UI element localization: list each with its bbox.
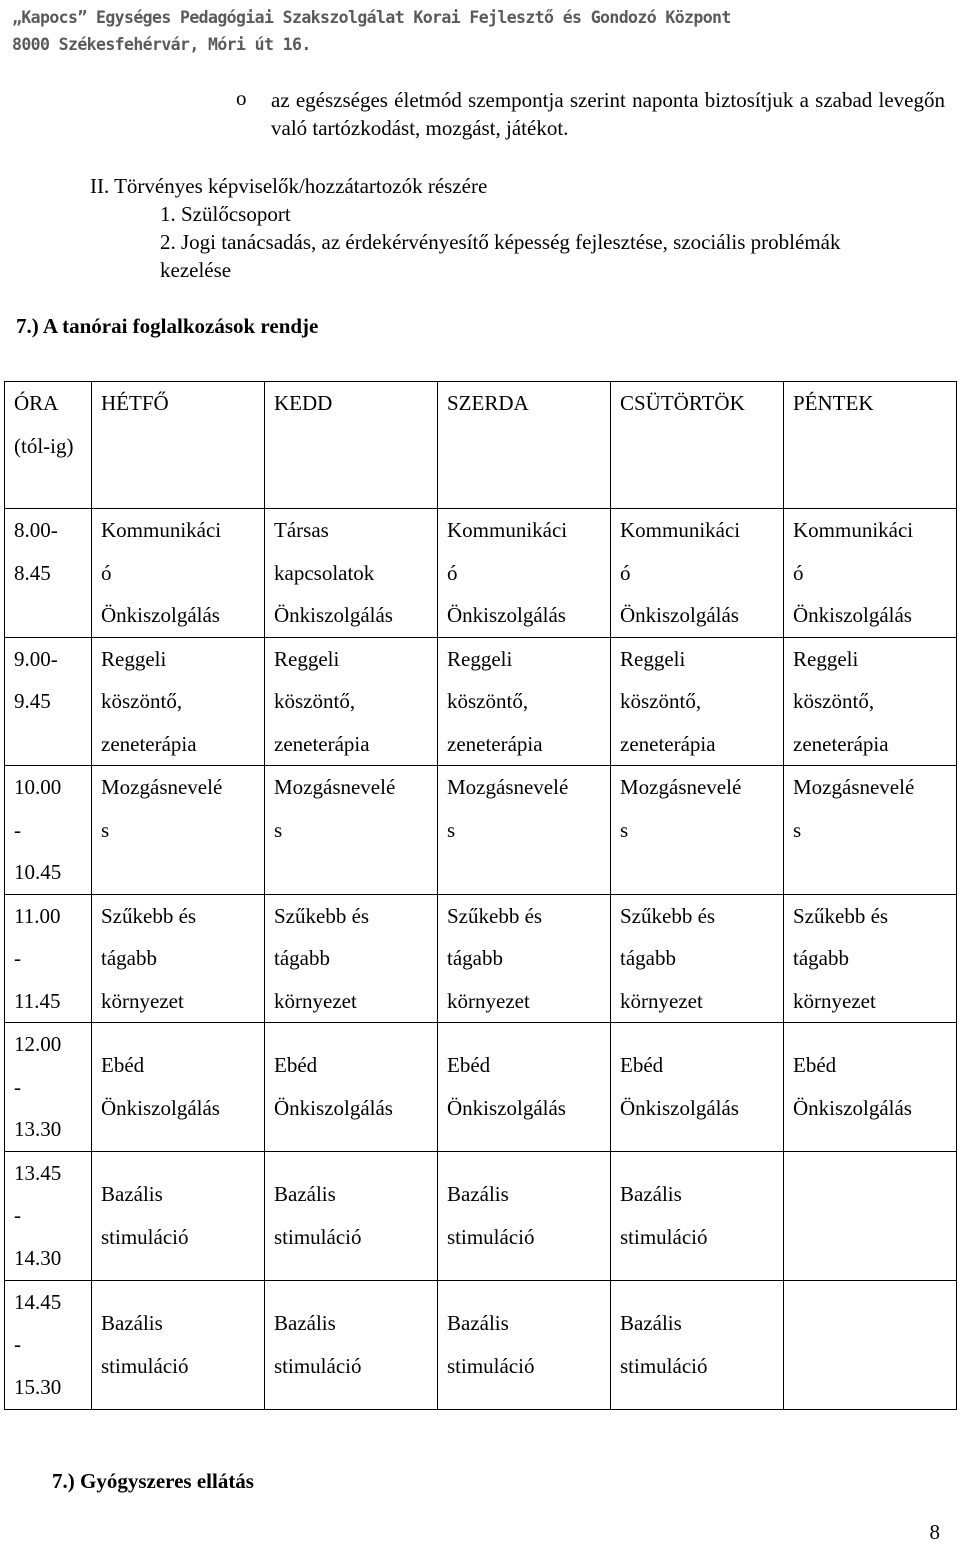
activity-cell: Ebéd Önkiszolgálás [784,1023,957,1152]
column-header-wednesday: SZERDA [438,382,611,509]
activity-cell: Reggeli köszöntő, zeneterápia [438,637,611,766]
activity-cell: Szűkebb és tágabb környezet [265,894,438,1023]
activity-cell: Mozgásnevelé s [784,766,957,895]
activity-cell: Ebéd Önkiszolgálás [611,1023,784,1152]
column-header-time: ÓRA (tól-ig) [5,382,92,509]
schedule-row [5,1023,957,1152]
activity-cell: Bazális stimuláció [611,1151,784,1280]
column-header-tuesday: KEDD [265,382,438,509]
medication-heading: 7.) Gyógyszeres ellátás [52,1469,254,1493]
letterhead [12,4,731,58]
time-slot-cell: 11.00 - 11.45 [5,894,92,1023]
activity-cell: Mozgásnevelé s [92,766,265,895]
activity-cell: Társas kapcsolatok Önkiszolgálás [265,509,438,638]
time-slot-cell: 10.00 - 10.45 [5,766,92,895]
schedule-row [5,1280,957,1409]
schedule-table [4,381,957,1410]
schedule-row [5,1151,957,1280]
time-slot-cell: 8.00- 8.45 [5,509,92,638]
activity-cell: Szűkebb és tágabb környezet [438,894,611,1023]
activity-cell: Ebéd Önkiszolgálás [265,1023,438,1152]
activity-cell: Mozgásnevelé s [265,766,438,895]
column-header-monday: HÉTFŐ [92,382,265,509]
schedule-header-row [5,382,957,509]
activity-cell: Bazális stimuláció [611,1280,784,1409]
intro-paragraph: az egészséges életmód szempontja szerint naponta biztosítjuk a szabad levegőn való tartózkodást, mozgást, játékot. [271,88,945,140]
activity-cell: Mozgásnevelé s [438,766,611,895]
schedule-row [5,509,957,638]
activity-cell: Bazális stimuláció [92,1151,265,1280]
activity-cell: Kommunikáci ó Önkiszolgálás [438,509,611,638]
activity-cell: Reggeli köszöntő, zeneterápia [611,637,784,766]
schedule-row [5,637,957,766]
letterhead-line-1: „Kapocs” Egységes Pedagógiai Szakszolgálat Korai Fejlesztő és Gondozó Központ [12,8,731,27]
time-slot-cell: 14.45 - 15.30 [5,1280,92,1409]
activity-cell: Reggeli köszöntő, zeneterápia [784,637,957,766]
activity-cell: Szűkebb és tágabb környezet [611,894,784,1023]
activity-cell: Bazális stimuláció [265,1280,438,1409]
letterhead-line-2: 8000 Székesfehérvár, Móri út 16. [12,35,311,54]
activity-cell: Bazális stimuláció [438,1280,611,1409]
activity-cell: Bazális stimuláció [265,1151,438,1280]
bullet-marker: o [236,86,247,110]
schedule-heading: 7.) A tanórai foglalkozások rendje [16,314,319,338]
activity-cell: Kommunikáci ó Önkiszolgálás [92,509,265,638]
section-2-title: II. Törvényes képviselők/hozzátartozók részére [90,174,488,198]
activity-cell: Szűkebb és tágabb környezet [92,894,265,1023]
activity-cell [784,1151,957,1280]
section-2-list [160,200,860,284]
activity-cell: Szűkebb és tágabb környezet [784,894,957,1023]
section-2-item: 2. Jogi tanácsadás, az érdekérvényesítő képesség fejlesztése, szociális problémák kezelése [160,230,841,282]
page-number: 8 [929,1520,940,1544]
time-slot-cell: 12.00 - 13.30 [5,1023,92,1152]
schedule-row [5,894,957,1023]
activity-cell [784,1280,957,1409]
activity-cell: Bazális stimuláció [438,1151,611,1280]
activity-cell: Reggeli köszöntő, zeneterápia [265,637,438,766]
activity-cell: Ebéd Önkiszolgálás [92,1023,265,1152]
activity-cell: Reggeli köszöntő, zeneterápia [92,637,265,766]
time-slot-cell: 13.45 - 14.30 [5,1151,92,1280]
activity-cell: Kommunikáci ó Önkiszolgálás [611,509,784,638]
activity-cell: Mozgásnevelé s [611,766,784,895]
column-header-thursday: CSÜTÖRTÖK [611,382,784,509]
time-slot-cell: 9.00- 9.45 [5,637,92,766]
activity-cell: Kommunikáci ó Önkiszolgálás [784,509,957,638]
section-2-item: 1. Szülőcsoport [160,202,291,226]
activity-cell: Bazális stimuláció [92,1280,265,1409]
schedule-row [5,766,957,895]
activity-cell: Ebéd Önkiszolgálás [438,1023,611,1152]
column-header-friday: PÉNTEK [784,382,957,509]
